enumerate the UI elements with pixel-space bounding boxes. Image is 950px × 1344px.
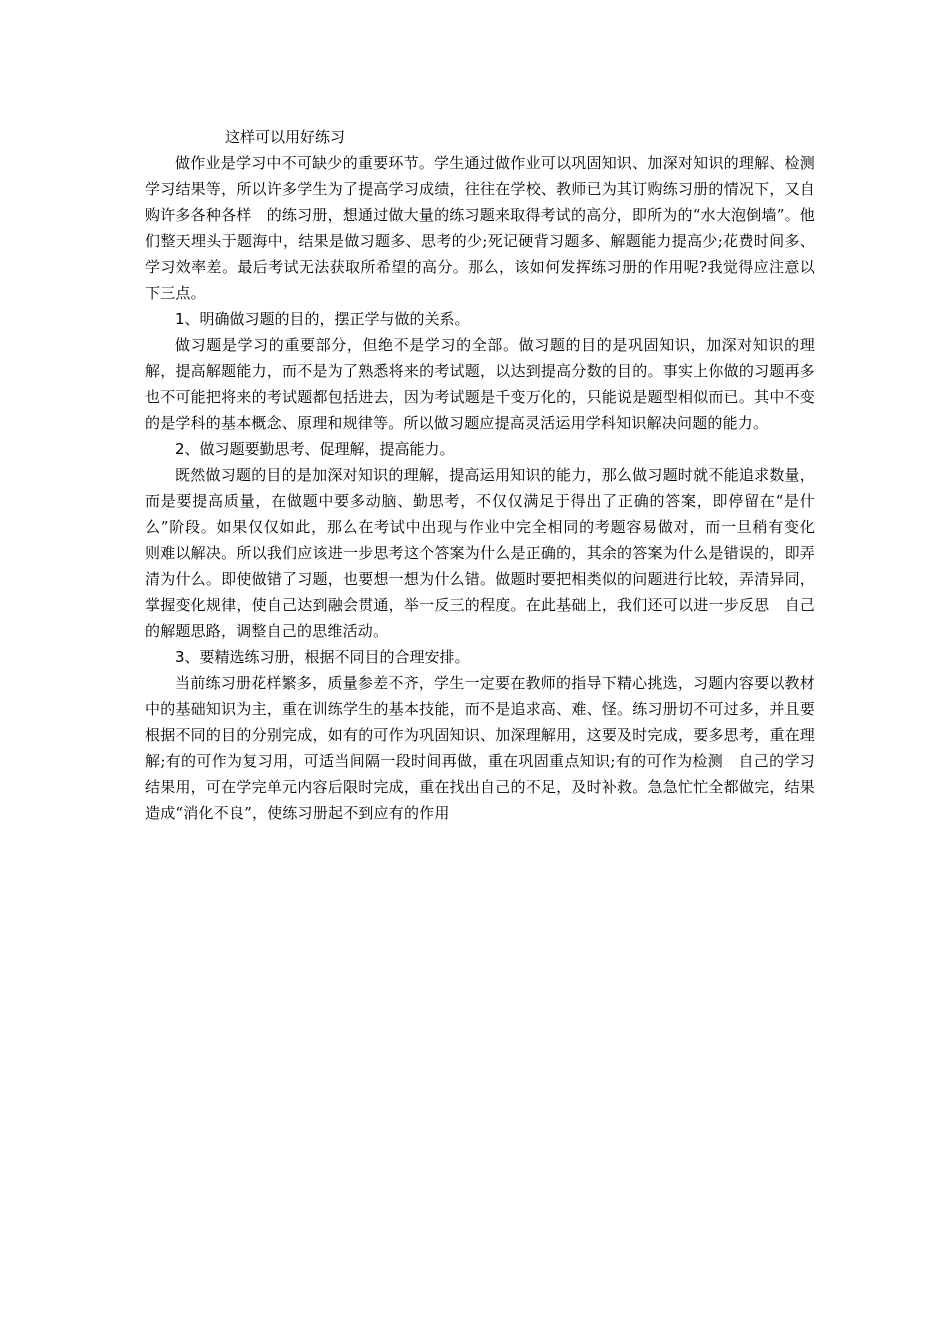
section-body-3: 当前练习册花样繁多，质量参差不齐，学生一定要在教师的指导下精心挑选，习题内容要以教材中的基础知识为主，重在训练学生的基本技能，而不是追求高、难、怪。练习册切不可过多，并且要根据不同的目的分别完成，如有的可作为巩固知识、加深理解用，这要及时完成，要多思考，重在理解;有的可作为复习用，可适当间隔一段时间再做，重在巩固重点知识;有的可作为检测 自己的学习结果用，可在学完单元内容后限时完成，重在找出自己的不足，及时补救。急急忙忙全都做完，结果造成“消化不良”，使练习册起不到应有的作用 bbox=[145, 674, 815, 822]
section-body-1: 做习题是学习的重要部分，但绝不是学习的全部。做习题的目的是巩固知识，加深对知识的理解，提高解题能力，而不是为了熟悉将来的考试题，以达到提高分数的目的。事实上你做的习题再多也不可能把将来的考试题都包括进去，因为考试题是千变万化的，只能说是题型相似而已。其中不变的是学科的基本概念、原理和规律等。所以做习题应提高灵活运用学科知识解决问题的能力。 bbox=[145, 336, 815, 432]
section-heading-1: 1、明确做习题的目的，摆正学与做的关系。 bbox=[175, 310, 470, 328]
document-page bbox=[145, 124, 831, 826]
section-heading-3: 3、要精选练习册，根据不同目的合理安排。 bbox=[175, 648, 470, 666]
intro-paragraph: 做作业是学习中不可缺少的重要环节。学生通过做作业可以巩固知识、加深对知识的理解、检测学习结果等，所以许多学生为了提高学习成绩，往往在学校、教师已为其订购练习册的情况下，又自购许多各种各样 的练习册，想通过做大量的练习题来取得考试的高分，即所为的“水大泡倒墙”。他们整天埋头于题海中，结果是做习题多、思考的少;死记硬背习题多、解题能力提高少;花费时间多、学习效率差。最后考试无法获取所希望的高分。那么，该如何发挥练习册的作用呢?我觉得应注意以下三点。 bbox=[145, 154, 815, 302]
section-heading-2: 2、做习题要勤思考、促理解，提高能力。 bbox=[175, 440, 455, 458]
section-body-2: 既然做习题的目的是加深对知识的理解，提高运用知识的能力，那么做习题时就不能追求数量，而是要提高质量，在做题中要多动脑、勤思考，不仅仅满足于得出了正确的答案，即停留在“是什么”阶段。如果仅仅如此，那么在考试中出现与作业中完全相同的考题容易做对，而一旦稍有变化 则难以解决。所以我们应该进一步思考这个答案为什么是正确的，其余的答案为什么是错误的，即弄清为什么。即使做错了习题，也要想一想为什么错。做题时要把相类似的问题进行比较，弄清异同，掌握变化规律，使自己达到融会贯通，举一反三的程度。在此基础上，我们还可以进一步反思 自己的解题思路，调整自己的思维活动。 bbox=[145, 466, 831, 640]
document-title: 这样可以用好练习 bbox=[225, 128, 346, 146]
